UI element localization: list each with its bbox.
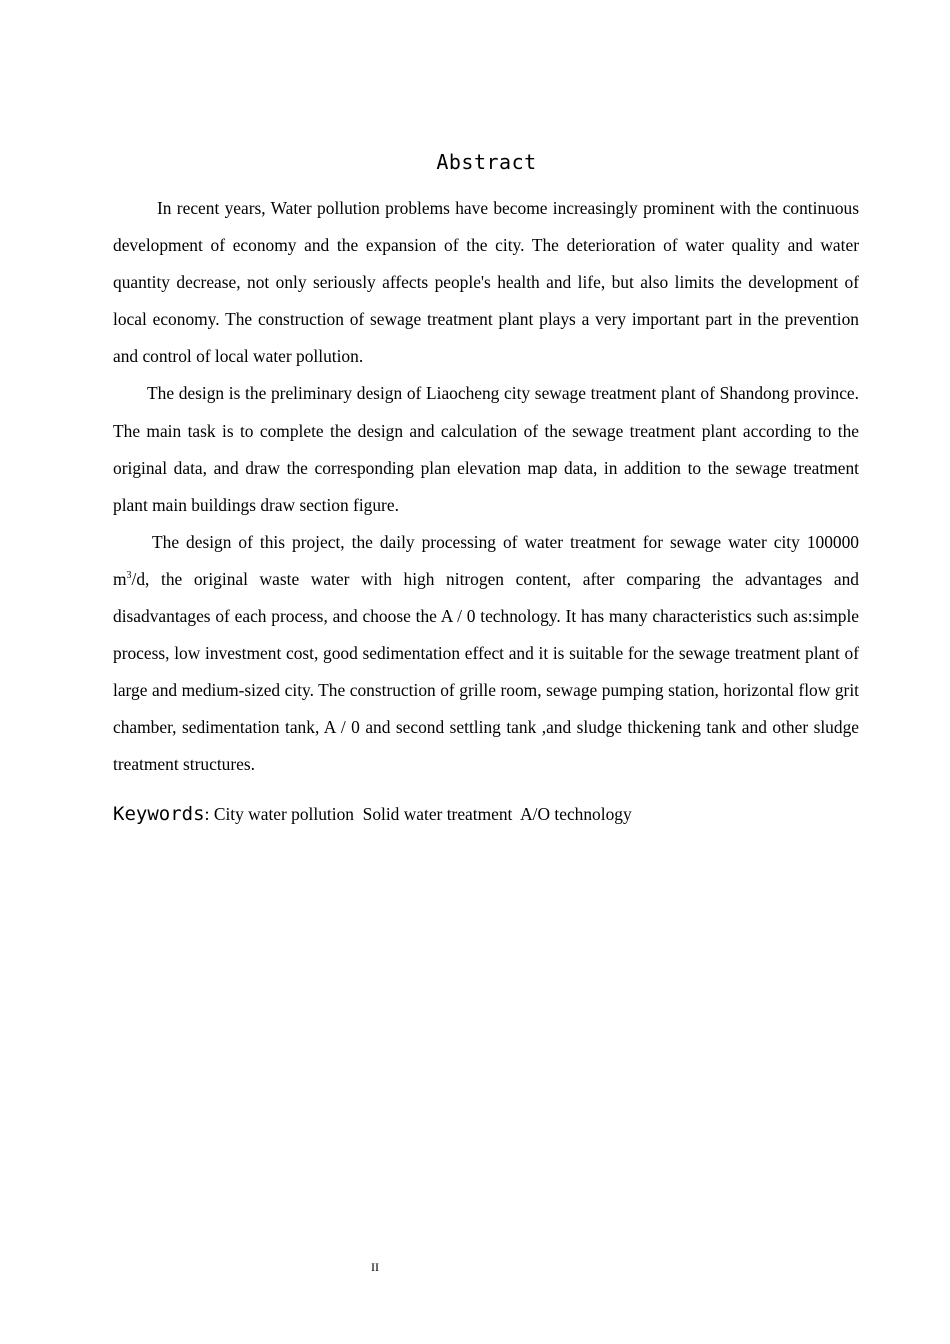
abstract-body <box>113 190 859 784</box>
keywords-separator: : <box>204 804 210 824</box>
superscript-3: 3 <box>126 569 132 581</box>
page-number: II <box>371 1260 379 1274</box>
keywords-label: Keywords <box>113 803 205 825</box>
paragraph-3-text-end: /d, the original waste water with high nitrogen content, after comparing the advantages and disadvantages of each process, and choose the A / 0 technology. It has many characteristics such as:simple process, low investment cost, good sedimentation effect and it is suitable for the sewage treatment plant of large and medium-sized city. The construction of grille room, sewage pumping station, horizontal flow grit chamber, sedimentation tank, A / 0 and second settling tank ,and sludge thickening tank and other sludge treatment structures. <box>113 568 859 775</box>
abstract-paragraph-2: The design is the preliminary design of Liaocheng city sewage treatment plant of Shandong province. The main task is to complete the design and calculation of the sewage treatment plant according to the original data, and draw the corresponding plan elevation map data, in addition to the sewage treatment plant main buildings draw section figure. <box>113 383 859 515</box>
paragraph-3-text-start: The design of this project, the daily processing of water treatment for sewage water city 100000 m <box>113 531 859 589</box>
keywords-text: City water pollution Solid water treatment A/O technology <box>209 804 632 824</box>
abstract-paragraph-1: In recent years, Water pollution problems have become increasingly prominent with the continuous development of economy and the expansion of the city. The deterioration of water quality and water quantity decrease, not only seriously affects people's health and life, but also limits the development of local economy. The construction of sewage treatment plant plays a very important part in the prevention and control of local water pollution. <box>113 198 859 367</box>
abstract-title: Abstract <box>436 150 537 174</box>
abstract-paragraph-3 <box>113 524 859 784</box>
keywords-line <box>113 803 632 825</box>
